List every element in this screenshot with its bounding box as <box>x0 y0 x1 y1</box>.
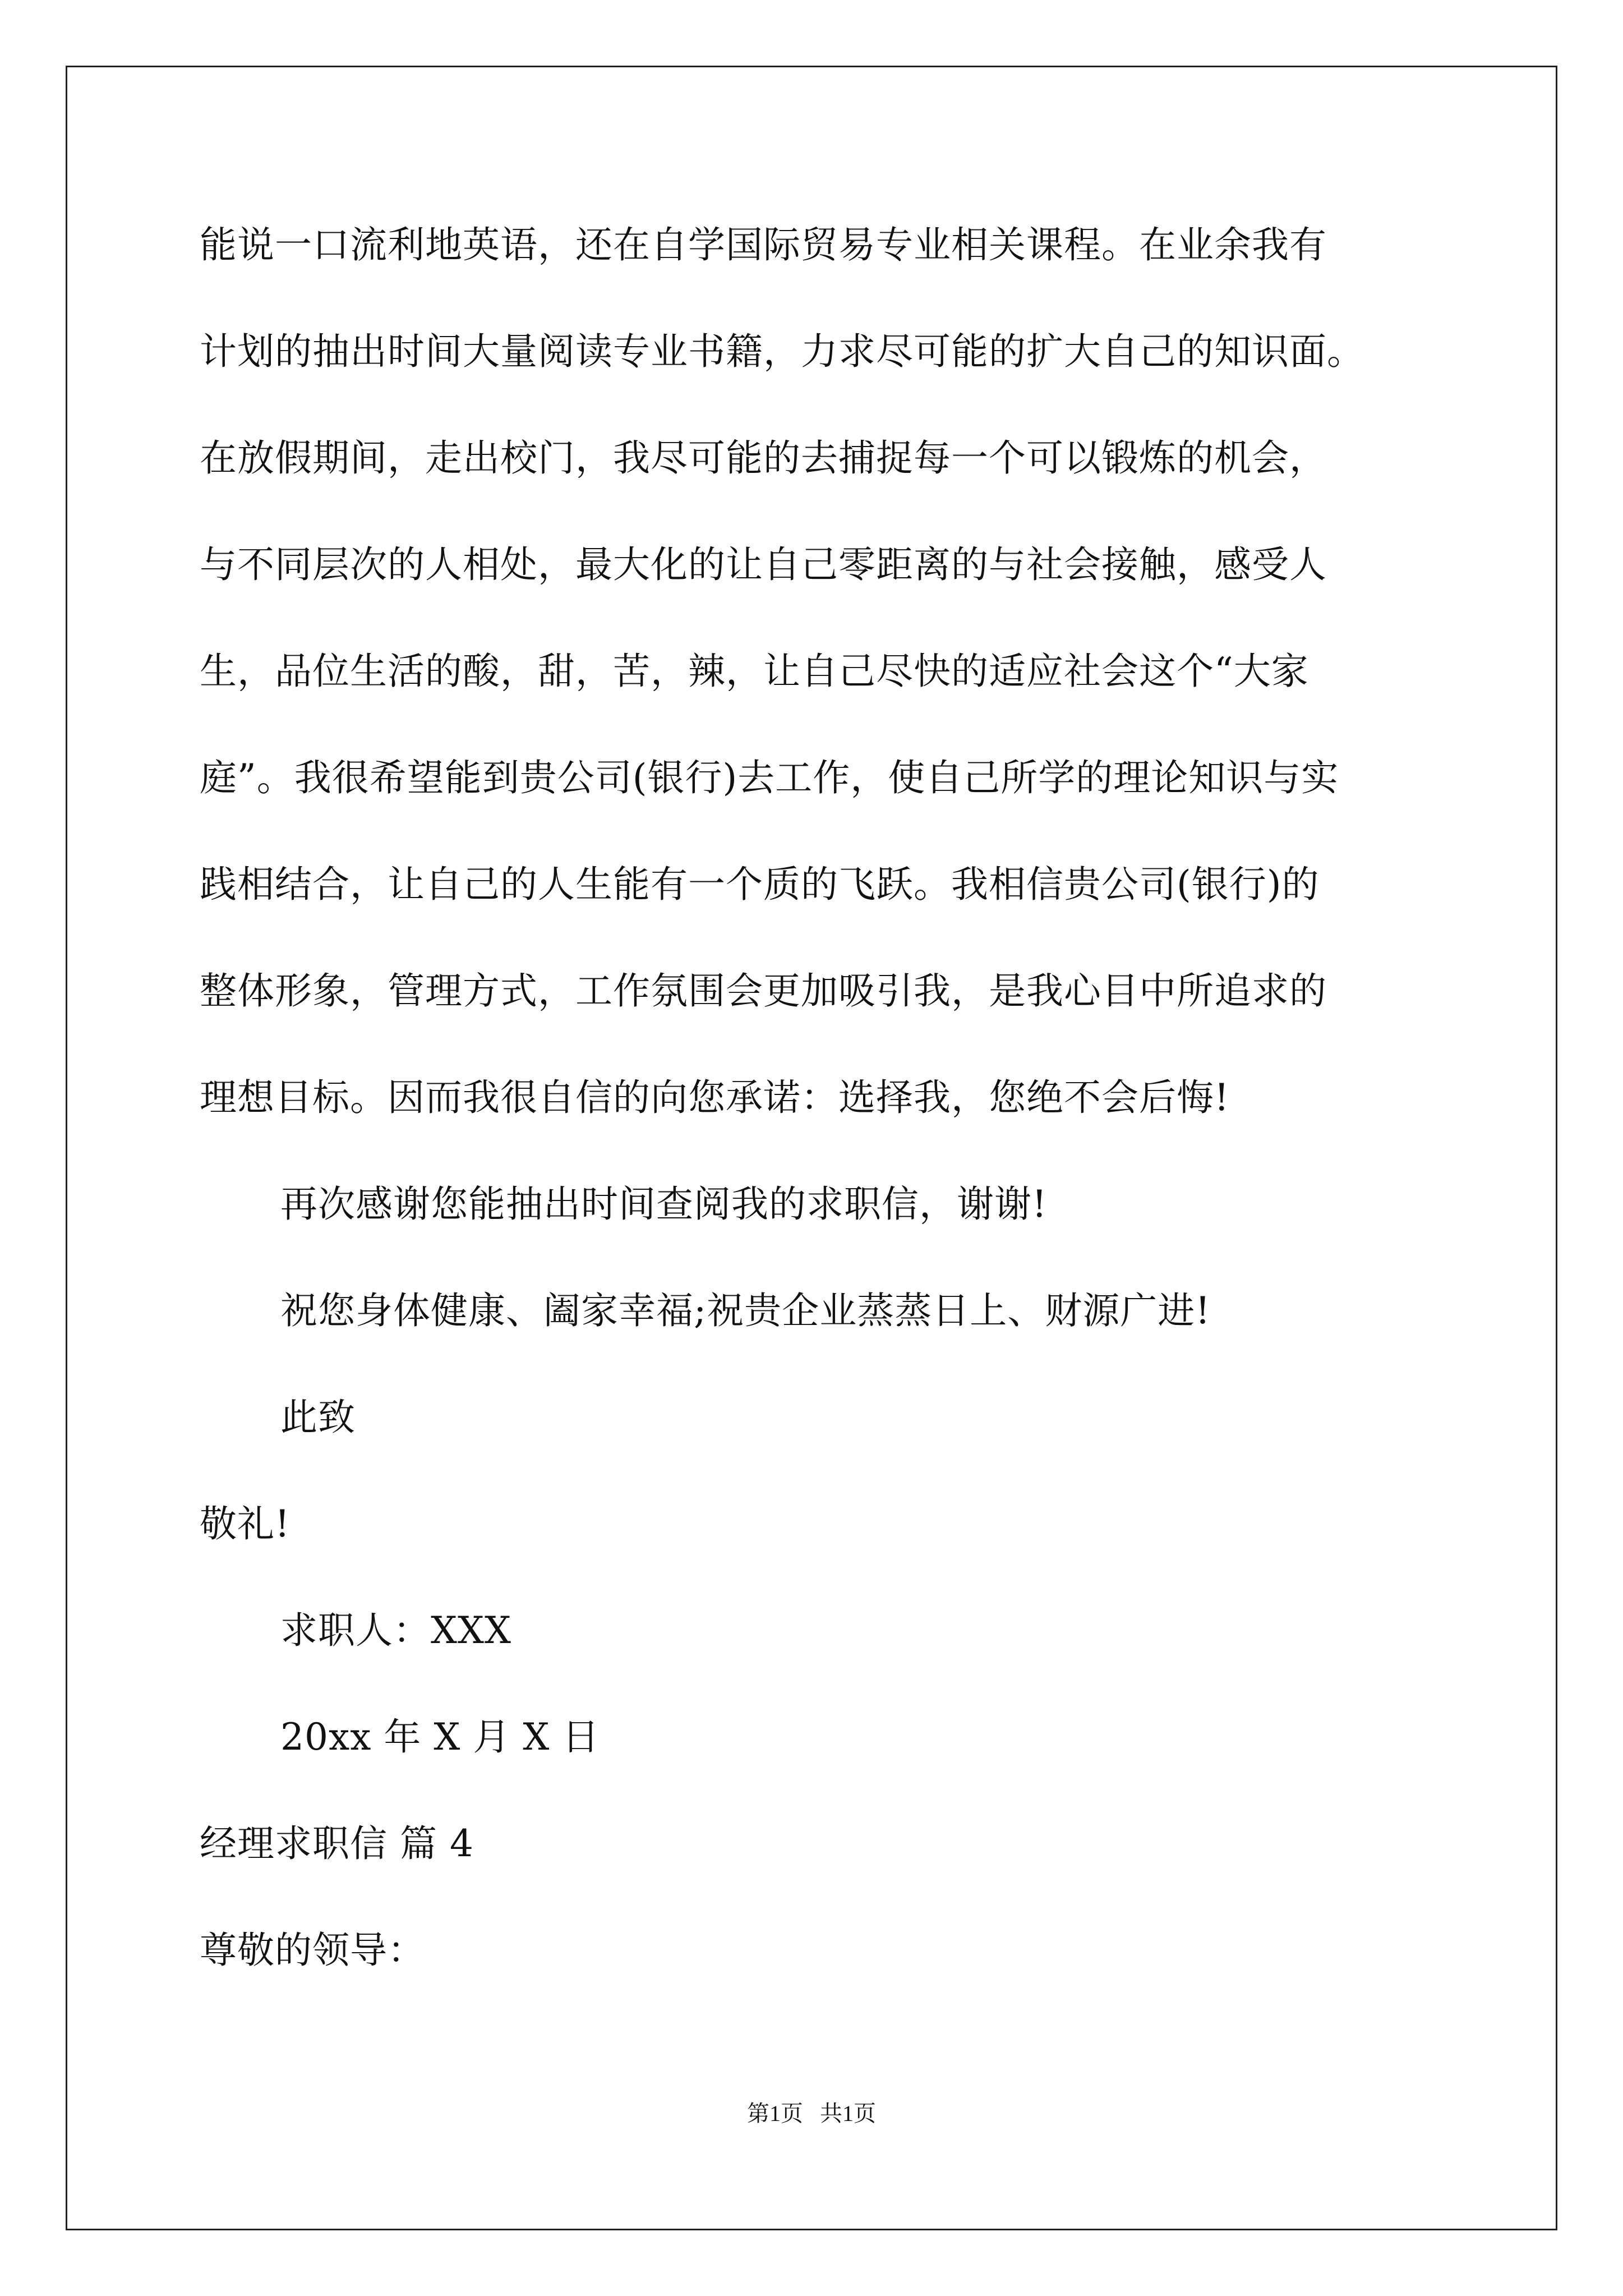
body-line-1: 能说一口流利地英语，还在自学国际贸易专业相关课程。在业余我有 <box>200 223 1327 266</box>
body-line-4: 与不同层次的人相处，最大化的让自己零距离的与社会接触，感受人 <box>200 543 1327 586</box>
body-line-6: 庭”。我很希望能到贵公司(银行)去工作，使自己所学的理论知识与实 <box>200 756 1339 799</box>
applicant-line: 求职人：XXX <box>280 1609 511 1652</box>
section-title: 经理求职信 篇 4 <box>200 1822 474 1865</box>
body-line-2: 计划的抽出时间大量阅读专业书籍，力求尽可能的扩大自己的知识面。 <box>200 330 1364 373</box>
body-line-7: 践相结合，让自己的人生能有一个质的飞跃。我相信贵公司(银行)的 <box>200 863 1320 906</box>
body-line-8: 整体形象，管理方式，工作氛围会更加吸引我，是我心目中所追求的 <box>200 969 1327 1013</box>
date-line: 20xx 年 X 月 X 日 <box>280 1715 600 1759</box>
wishes-line: 祝您身体健康、阖家幸福;祝贵企业蒸蒸日上、财源广进! <box>280 1289 1211 1332</box>
page-footer: 第1页 共1页 <box>747 2101 876 2126</box>
body-line-5: 生，品位生活的酸，甜，苦，辣，让自己尽快的适应社会这个“大家 <box>200 650 1309 693</box>
closing-jing-li: 敬礼! <box>200 1502 291 1545</box>
page-border <box>66 66 1557 2230</box>
thanks-line: 再次感谢您能抽出时间查阅我的求职信，谢谢! <box>280 1182 1048 1226</box>
body-line-3: 在放假期间，走出校门，我尽可能的去捕捉每一个可以锻炼的机会， <box>200 436 1327 480</box>
closing-ci-zhi: 此致 <box>280 1396 356 1439</box>
salutation-line: 尊敬的领导： <box>200 1929 425 1972</box>
body-line-9: 理想目标。因而我很自信的向您承诺：选择我，您绝不会后悔! <box>200 1076 1230 1119</box>
